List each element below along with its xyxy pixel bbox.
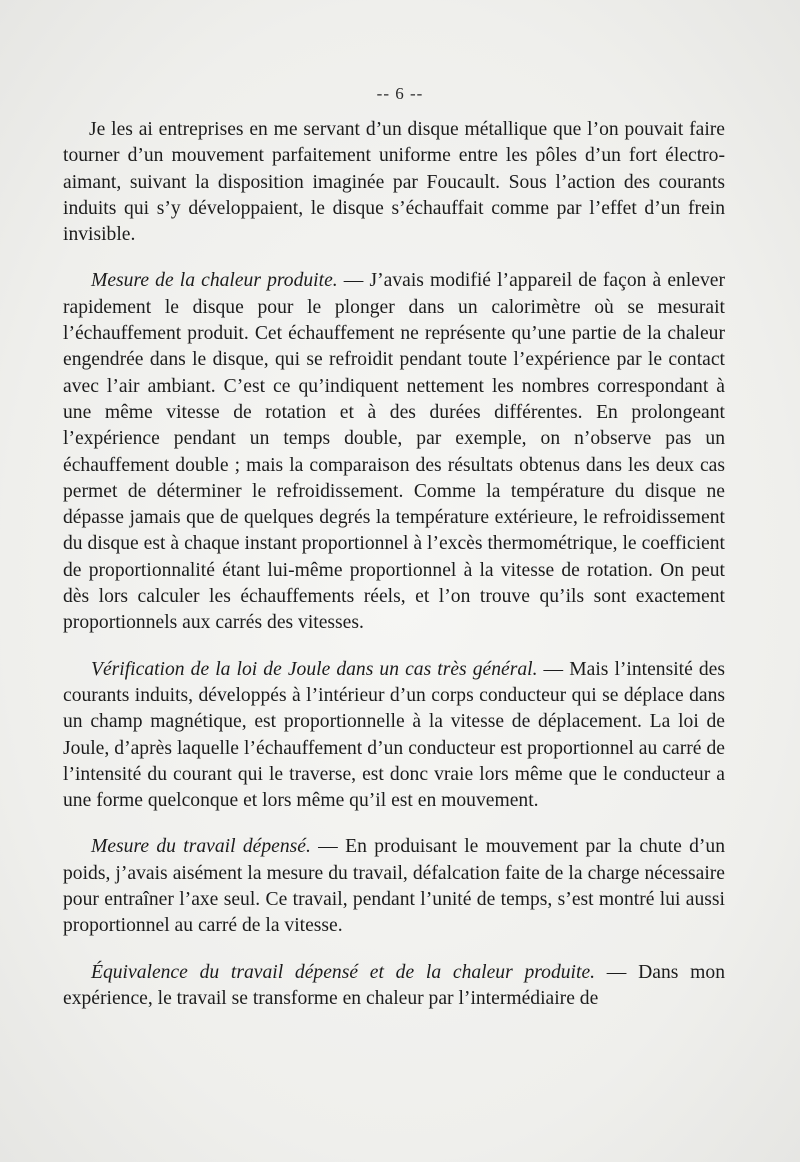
section-heading: Mesure de la chaleur produite. [91, 270, 338, 292]
paragraph-intro [63, 117, 725, 248]
page-number: -- 6 -- [376, 84, 424, 103]
paragraph-text: J’avais modifié l’appareil de façon à enlever rapidement le disque pour le plonger dans un calorimètre où se mesurait l’échauffement produit. Cet échauffement ne représente qu’une partie de la chaleur engendrée dans le disque, qui se refroidit pendant toute l’expérience par le contact avec l’air ambiant. C’est ce qu’indiquent nettement les nombres correspondant à une même vitesse de rotation et à des durées différentes. En prolongeant l’expérience pendant un temps double, par exemple, on n’observe pas un échauffement double ; mais la comparaison des résultats obtenus dans les deux cas permet de déterminer le refroidissement. Comme la température du disque ne dépasse jamais que de quelques degrés la température extérieure, le refroidissement du disque est à chaque instant proportionnel à l’excès thermométrique, le coefficient de proportionnalité étant lui-même proportionnel à la vitesse de rotation. On peut dès lors calculer les échauffements réels, et l’on trouve qu’ils sont exactement proportionnels aux carrés des vitesses. [63, 270, 725, 634]
paragraph-text: En produisant le mouvement par la chute d’un poids, j’avais aisément la mesure du travail, défalcation faite de la charge nécessaire pour entraîner l’axe seul. Ce travail, pendant l’unité de temps, s’est montré lui aussi proportionnel au carré de la vitesse. [63, 836, 726, 937]
paragraph-text: Mais l’intensité des courants induits, développés à l’intérieur d’un corps conducteur qui se déplace dans un champ magnétique, est proportionnelle à la vitesse de déplacement. La loi de Joule, d’après laquelle l’échauffement d’un conducteur est proportionnel au carré de l’intensité du courant qui le traverse, est donc vraie lors même que le conducteur a une forme quelconque et lors même qu’il est en mouvement. [63, 658, 725, 812]
paragraph-equivalence [63, 960, 725, 1013]
section-heading: Vérification de la loi de Joule dans un cas très général. [91, 658, 538, 680]
paragraph-mesure-travail [63, 834, 725, 939]
heading-separator: — [310, 836, 346, 858]
paragraph-text: Je les ai entreprises en me servant d’un disque métallique que l’on pouvait faire tourner d’un mouvement parfaitement uniforme entre les pôles d’un fort électro-aimant, suivant la disposition imaginée par Foucault. Sous l’action des courants induits qui s’y développaient, le disque s’échauffait comme par l’effet d’un frein invisible. [63, 119, 725, 246]
section-heading: Équivalence du travail dépensé et de la chaleur produite. [91, 961, 596, 983]
heading-separator: — [337, 270, 370, 292]
paragraph-verification-joule [63, 657, 725, 815]
section-heading: Mesure du travail dépensé. [91, 836, 311, 858]
heading-separator: — [595, 961, 639, 983]
heading-separator: — [537, 658, 570, 680]
paragraph-mesure-chaleur [63, 268, 725, 636]
paragraph-text: Dans mon expérience, le travail se transforme en chaleur par l’intermédiaire de [63, 961, 725, 1009]
body-text [63, 117, 725, 1032]
